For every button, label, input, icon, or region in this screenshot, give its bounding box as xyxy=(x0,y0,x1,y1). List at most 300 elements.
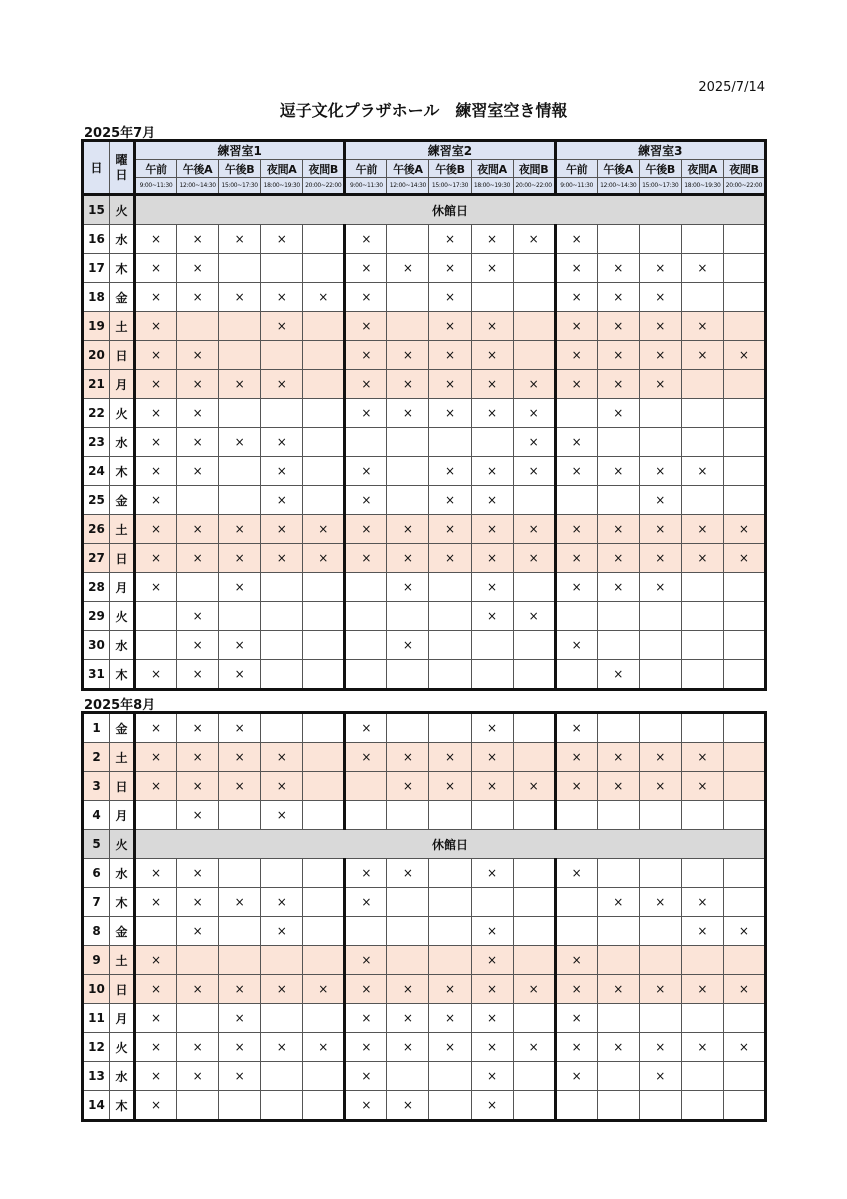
booked-mark: × xyxy=(276,377,287,391)
table-row xyxy=(83,515,766,544)
slot-cell xyxy=(513,801,555,830)
slot-cell xyxy=(513,225,555,254)
table-row xyxy=(83,975,766,1004)
row-dow: 月 xyxy=(110,801,135,830)
slot-cell xyxy=(639,370,681,399)
booked-mark: × xyxy=(402,1040,413,1054)
booked-mark: × xyxy=(151,1011,162,1025)
booked-mark: × xyxy=(655,464,666,478)
booked-mark: × xyxy=(613,1040,624,1054)
booked-mark: × xyxy=(234,638,245,652)
slot-cell xyxy=(597,713,639,743)
slot-cell xyxy=(429,743,471,772)
booked-mark: × xyxy=(487,580,498,594)
row-dow: 火 xyxy=(110,1033,135,1062)
booked-mark: × xyxy=(697,895,708,909)
booked-mark: × xyxy=(487,750,498,764)
slot-cell xyxy=(345,515,387,544)
slot-cell xyxy=(723,660,765,690)
slot-cell xyxy=(639,225,681,254)
slot-cell xyxy=(177,946,219,975)
row-day: 24 xyxy=(83,457,110,486)
slot-cell xyxy=(261,602,303,631)
slot-cell xyxy=(345,1033,387,1062)
slot-cell xyxy=(471,917,513,946)
slot-cell xyxy=(345,713,387,743)
slot-cell xyxy=(723,399,765,428)
slot-cell xyxy=(135,1033,177,1062)
slot-cell xyxy=(219,602,261,631)
slot-cell xyxy=(555,1004,597,1033)
slot-cell xyxy=(387,1062,429,1091)
slot-cell xyxy=(177,772,219,801)
slot-cell xyxy=(597,573,639,602)
slot-cell xyxy=(471,254,513,283)
slot-cell xyxy=(471,515,513,544)
slot-cell xyxy=(303,341,345,370)
booked-mark: × xyxy=(192,638,203,652)
slot-cell xyxy=(555,975,597,1004)
slot-cell xyxy=(723,428,765,457)
booked-mark: × xyxy=(192,866,203,880)
booked-mark: × xyxy=(276,493,287,507)
slot-cell xyxy=(513,544,555,573)
booked-mark: × xyxy=(276,290,287,304)
slot-cell xyxy=(555,946,597,975)
slot-cell xyxy=(303,254,345,283)
header-slot: 午後A xyxy=(597,160,639,178)
booked-mark: × xyxy=(276,319,287,333)
slot-cell xyxy=(387,975,429,1004)
booked-mark: × xyxy=(613,667,624,681)
booked-mark: × xyxy=(361,750,372,764)
slot-cell xyxy=(723,859,765,888)
slot-cell xyxy=(303,573,345,602)
booked-mark: × xyxy=(402,750,413,764)
slot-cell xyxy=(471,602,513,631)
row-dow: 火 xyxy=(110,399,135,428)
slot-cell xyxy=(597,1091,639,1121)
booked-mark: × xyxy=(655,779,666,793)
slot-cell xyxy=(639,602,681,631)
slot-cell xyxy=(639,573,681,602)
row-dow: 木 xyxy=(110,254,135,283)
slot-cell xyxy=(219,660,261,690)
slot-cell xyxy=(219,713,261,743)
slot-cell xyxy=(303,457,345,486)
availability-table-august xyxy=(81,711,767,1122)
slot-cell xyxy=(597,631,639,660)
booked-mark: × xyxy=(655,377,666,391)
booked-mark: × xyxy=(528,377,539,391)
slot-cell xyxy=(471,1004,513,1033)
slot-cell xyxy=(387,341,429,370)
booked-mark: × xyxy=(444,1040,455,1054)
booked-mark: × xyxy=(361,1040,372,1054)
slot-cell xyxy=(177,486,219,515)
slot-cell xyxy=(597,743,639,772)
booked-mark: × xyxy=(276,551,287,565)
slot-cell xyxy=(303,1004,345,1033)
booked-mark: × xyxy=(444,464,455,478)
booked-mark: × xyxy=(655,580,666,594)
booked-mark: × xyxy=(738,522,749,536)
slot-cell xyxy=(387,370,429,399)
table-row xyxy=(83,399,766,428)
slot-cell xyxy=(261,341,303,370)
slot-cell xyxy=(345,801,387,830)
slot-cell xyxy=(639,399,681,428)
slot-cell xyxy=(681,1062,723,1091)
booked-mark: × xyxy=(655,290,666,304)
booked-mark: × xyxy=(276,522,287,536)
row-dow: 金 xyxy=(110,917,135,946)
booked-mark: × xyxy=(697,464,708,478)
slot-cell xyxy=(219,370,261,399)
row-day: 13 xyxy=(83,1062,110,1091)
row-dow: 水 xyxy=(110,428,135,457)
slot-cell xyxy=(513,602,555,631)
slot-cell xyxy=(597,602,639,631)
booked-mark: × xyxy=(487,609,498,623)
slot-cell xyxy=(429,859,471,888)
slot-cell xyxy=(429,1062,471,1091)
booked-mark: × xyxy=(361,406,372,420)
booked-mark: × xyxy=(613,750,624,764)
booked-mark: × xyxy=(151,1040,162,1054)
slot-cell xyxy=(681,946,723,975)
header-room-2: 練習室2 xyxy=(345,141,555,160)
slot-cell xyxy=(429,457,471,486)
slot-cell xyxy=(681,888,723,917)
booked-mark: × xyxy=(487,522,498,536)
row-dow: 月 xyxy=(110,370,135,399)
slot-cell xyxy=(387,801,429,830)
booked-mark: × xyxy=(234,982,245,996)
booked-mark: × xyxy=(571,721,582,735)
row-day: 28 xyxy=(83,573,110,602)
slot-cell xyxy=(345,486,387,515)
slot-cell xyxy=(135,573,177,602)
booked-mark: × xyxy=(361,493,372,507)
slot-cell xyxy=(387,660,429,690)
row-day: 8 xyxy=(83,917,110,946)
slot-cell xyxy=(471,225,513,254)
slot-cell xyxy=(429,312,471,341)
booked-mark: × xyxy=(655,319,666,333)
slot-cell xyxy=(345,859,387,888)
row-day: 1 xyxy=(83,713,110,743)
slot-cell xyxy=(555,660,597,690)
slot-cell xyxy=(387,312,429,341)
slot-cell xyxy=(639,917,681,946)
slot-cell xyxy=(471,370,513,399)
slot-cell xyxy=(135,743,177,772)
slot-cell xyxy=(555,428,597,457)
slot-cell xyxy=(219,486,261,515)
slot-cell xyxy=(639,544,681,573)
slot-cell xyxy=(177,1004,219,1033)
slot-cell xyxy=(177,631,219,660)
row-day: 7 xyxy=(83,888,110,917)
header-slot: 夜間B xyxy=(303,160,345,178)
booked-mark: × xyxy=(402,551,413,565)
slot-cell xyxy=(597,1004,639,1033)
booked-mark: × xyxy=(487,866,498,880)
booked-mark: × xyxy=(192,982,203,996)
row-dow: 日 xyxy=(110,772,135,801)
slot-cell xyxy=(135,1091,177,1121)
slot-cell xyxy=(681,1004,723,1033)
slot-cell xyxy=(261,1091,303,1121)
booked-mark: × xyxy=(276,464,287,478)
row-day: 12 xyxy=(83,1033,110,1062)
slot-cell xyxy=(261,888,303,917)
slot-cell xyxy=(639,428,681,457)
slot-cell xyxy=(219,544,261,573)
booked-mark: × xyxy=(613,982,624,996)
slot-cell xyxy=(471,544,513,573)
slot-cell xyxy=(555,917,597,946)
booked-mark: × xyxy=(361,1011,372,1025)
slot-cell xyxy=(135,225,177,254)
slot-cell xyxy=(219,312,261,341)
booked-mark: × xyxy=(487,493,498,507)
header-slot: 午後A xyxy=(177,160,219,178)
booked-mark: × xyxy=(192,609,203,623)
booked-mark: × xyxy=(234,1040,245,1054)
slot-cell xyxy=(219,1033,261,1062)
slot-cell xyxy=(135,946,177,975)
slot-cell xyxy=(555,602,597,631)
booked-mark: × xyxy=(234,290,245,304)
slot-cell xyxy=(597,225,639,254)
slot-cell xyxy=(345,457,387,486)
slot-cell xyxy=(471,772,513,801)
booked-mark: × xyxy=(613,406,624,420)
booked-mark: × xyxy=(402,261,413,275)
booked-mark: × xyxy=(697,779,708,793)
slot-cell xyxy=(429,1091,471,1121)
header-slot: 夜間A xyxy=(681,160,723,178)
slot-cell xyxy=(429,370,471,399)
slot-cell xyxy=(345,602,387,631)
slot-cell xyxy=(555,859,597,888)
slot-cell xyxy=(471,975,513,1004)
slot-cell xyxy=(345,225,387,254)
booked-mark: × xyxy=(151,493,162,507)
slot-cell xyxy=(345,1091,387,1121)
slot-cell xyxy=(261,631,303,660)
booked-mark: × xyxy=(444,406,455,420)
header-time: 12:00~14:30 xyxy=(177,178,219,195)
slot-cell xyxy=(387,457,429,486)
slot-cell xyxy=(513,660,555,690)
row-day: 29 xyxy=(83,602,110,631)
slot-cell xyxy=(345,743,387,772)
slot-cell xyxy=(555,225,597,254)
slot-cell xyxy=(219,631,261,660)
booked-mark: × xyxy=(613,261,624,275)
slot-cell xyxy=(597,428,639,457)
slot-cell xyxy=(135,975,177,1004)
slot-cell xyxy=(261,254,303,283)
slot-cell xyxy=(597,399,639,428)
slot-cell xyxy=(261,225,303,254)
slot-cell xyxy=(555,888,597,917)
header-slot: 夜間B xyxy=(513,160,555,178)
slot-cell xyxy=(303,544,345,573)
booked-mark: × xyxy=(613,464,624,478)
row-day: 22 xyxy=(83,399,110,428)
slot-cell xyxy=(219,975,261,1004)
slot-cell xyxy=(387,859,429,888)
slot-cell xyxy=(597,888,639,917)
header-time: 20:00~22:00 xyxy=(303,178,345,195)
slot-cell xyxy=(387,544,429,573)
slot-cell xyxy=(429,917,471,946)
slot-cell xyxy=(135,457,177,486)
row-day: 5 xyxy=(83,830,110,859)
booked-mark: × xyxy=(528,406,539,420)
row-day: 9 xyxy=(83,946,110,975)
header-time: 18:00~19:30 xyxy=(681,178,723,195)
slot-cell xyxy=(135,370,177,399)
table-row xyxy=(83,1091,766,1121)
booked-mark: × xyxy=(738,551,749,565)
booked-mark: × xyxy=(234,522,245,536)
slot-cell xyxy=(723,312,765,341)
booked-mark: × xyxy=(151,895,162,909)
slot-cell xyxy=(681,1091,723,1121)
row-day: 30 xyxy=(83,631,110,660)
row-dow: 木 xyxy=(110,457,135,486)
header-time: 20:00~22:00 xyxy=(723,178,765,195)
booked-mark: × xyxy=(192,808,203,822)
slot-cell xyxy=(681,544,723,573)
slot-cell xyxy=(261,283,303,312)
booked-mark: × xyxy=(613,290,624,304)
slot-cell xyxy=(219,428,261,457)
slot-cell xyxy=(723,888,765,917)
slot-cell xyxy=(681,713,723,743)
booked-mark: × xyxy=(697,551,708,565)
slot-cell xyxy=(261,515,303,544)
slot-cell xyxy=(555,312,597,341)
booked-mark: × xyxy=(192,290,203,304)
page-title: 逗子文化プラザホール 練習室空き情報 xyxy=(279,101,568,120)
slot-cell xyxy=(387,1033,429,1062)
booked-mark: × xyxy=(655,493,666,507)
slot-cell xyxy=(513,312,555,341)
booked-mark: × xyxy=(655,982,666,996)
booked-mark: × xyxy=(487,982,498,996)
table-row xyxy=(83,457,766,486)
booked-mark: × xyxy=(151,1098,162,1112)
slot-cell xyxy=(597,859,639,888)
booked-mark: × xyxy=(402,580,413,594)
table-row xyxy=(83,859,766,888)
booked-mark: × xyxy=(444,982,455,996)
slot-cell xyxy=(471,743,513,772)
slot-cell xyxy=(639,801,681,830)
booked-mark: × xyxy=(276,895,287,909)
booked-mark: × xyxy=(402,348,413,362)
row-day: 21 xyxy=(83,370,110,399)
booked-mark: × xyxy=(402,377,413,391)
slot-cell xyxy=(471,1033,513,1062)
booked-mark: × xyxy=(151,953,162,967)
booked-mark: × xyxy=(697,924,708,938)
slot-cell xyxy=(639,254,681,283)
slot-cell xyxy=(513,946,555,975)
booked-mark: × xyxy=(151,721,162,735)
table-row xyxy=(83,602,766,631)
booked-mark: × xyxy=(192,232,203,246)
booked-mark: × xyxy=(402,1011,413,1025)
booked-mark: × xyxy=(571,982,582,996)
row-dow: 水 xyxy=(110,225,135,254)
table-row xyxy=(83,195,766,225)
slot-cell xyxy=(177,1091,219,1121)
slot-cell xyxy=(387,515,429,544)
slot-cell xyxy=(429,602,471,631)
slot-cell xyxy=(261,457,303,486)
booked-mark: × xyxy=(571,1069,582,1083)
booked-mark: × xyxy=(444,551,455,565)
slot-cell xyxy=(681,283,723,312)
slot-cell xyxy=(555,801,597,830)
slot-cell xyxy=(429,544,471,573)
slot-cell xyxy=(639,515,681,544)
slot-cell xyxy=(387,428,429,457)
slot-cell xyxy=(429,631,471,660)
slot-cell xyxy=(303,772,345,801)
slot-cell xyxy=(513,428,555,457)
slot-cell xyxy=(177,660,219,690)
slot-cell xyxy=(303,1062,345,1091)
table-row xyxy=(83,830,766,859)
slot-cell xyxy=(471,801,513,830)
slot-cell xyxy=(387,1004,429,1033)
slot-cell xyxy=(639,1062,681,1091)
booked-mark: × xyxy=(402,1098,413,1112)
slot-cell xyxy=(177,975,219,1004)
slot-cell xyxy=(387,225,429,254)
booked-mark: × xyxy=(571,1040,582,1054)
booked-mark: × xyxy=(613,522,624,536)
slot-cell xyxy=(303,660,345,690)
row-dow: 土 xyxy=(110,743,135,772)
slot-cell xyxy=(429,428,471,457)
booked-mark: × xyxy=(192,779,203,793)
slot-cell xyxy=(135,888,177,917)
availability-table-july xyxy=(81,139,767,691)
booked-mark: × xyxy=(487,779,498,793)
slot-cell xyxy=(555,370,597,399)
slot-cell xyxy=(345,399,387,428)
booked-mark: × xyxy=(192,924,203,938)
booked-mark: × xyxy=(697,982,708,996)
slot-cell xyxy=(471,312,513,341)
slot-cell xyxy=(219,801,261,830)
slot-cell xyxy=(681,486,723,515)
slot-cell xyxy=(429,254,471,283)
slot-cell xyxy=(219,1091,261,1121)
booked-mark: × xyxy=(487,721,498,735)
slot-cell xyxy=(303,602,345,631)
booked-mark: × xyxy=(234,721,245,735)
